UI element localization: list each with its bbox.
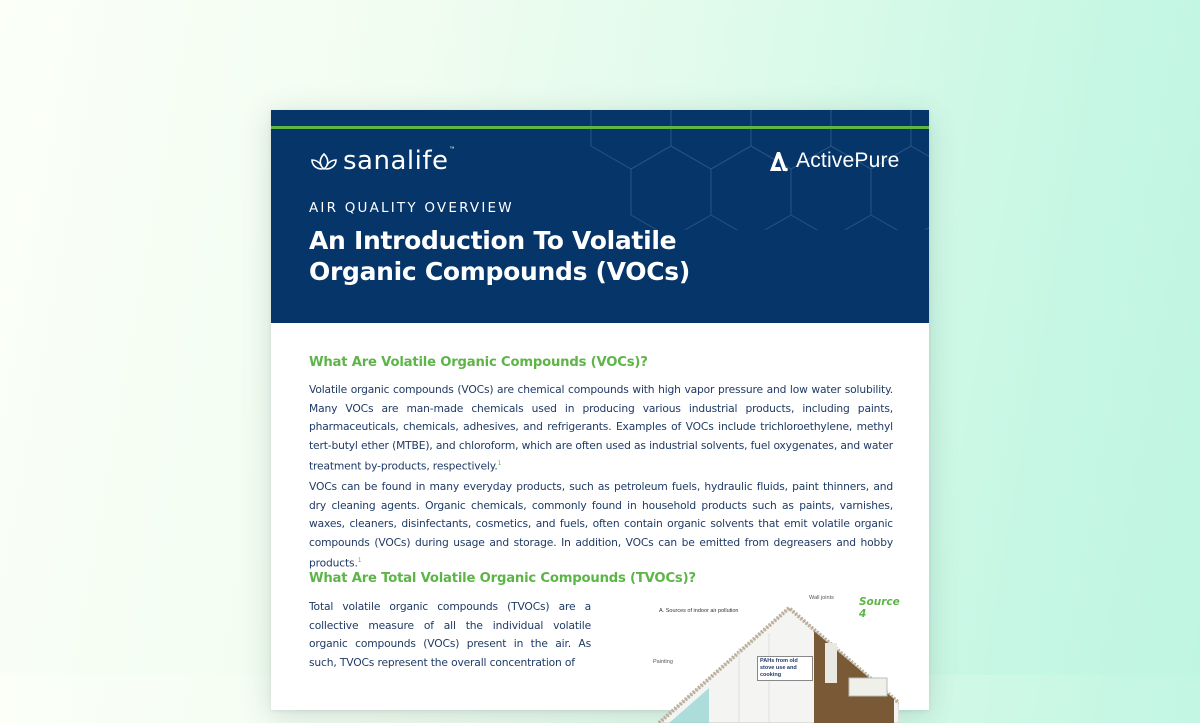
activepure-logo (766, 149, 900, 173)
callout-pahs: PAHs from old stove use and cooking (757, 656, 813, 681)
document-title (309, 225, 690, 287)
callout-wall-joints: Wall joints (809, 595, 834, 601)
document-kicker: AIR QUALITY OVERVIEW (309, 200, 514, 216)
paragraph-text: Total volatile organic compounds (TVOCs) are a collective measure of all the individual volatile organic compounds (VOCs) present in the air. As such, TVOCs represent the overall concentration of (309, 600, 591, 669)
document-header (271, 110, 929, 323)
lotus-icon (309, 150, 339, 172)
source-label: Source 4 (859, 596, 900, 620)
paragraph-text: VOCs can be found in many everyday products, such as petroleum fuels, hydraulic fluids, paint thinners, and dry cleaning agents. Organic chemicals, commonly found in household products such as paints, varnishes, waxes, cleaners, disinfectants, cosmetics, and fuels, often contain organic solvents that emit volatile organic compounds (VOCs) during usage and storage. In addition, VOCs can be emitted from degreasers and hobby products. (309, 480, 893, 570)
activepure-a-icon (766, 149, 790, 173)
section-heading-vocs: What Are Volatile Organic Compounds (VOCs)? (309, 355, 648, 370)
callout-painting: Painting (653, 659, 673, 665)
section-heading-tvocs: What Are Total Volatile Organic Compounds (TVOCs)? (309, 571, 696, 586)
trademark: ™ (449, 146, 455, 152)
title-line-2: Organic Compounds (VOCs) (309, 257, 690, 286)
indoor-pollution-figure (639, 593, 899, 723)
footnote-ref[interactable]: 1 (357, 557, 362, 564)
footnote-ref[interactable]: 1 (497, 460, 502, 467)
paragraph (309, 478, 893, 573)
figure-caption: A. Sources of indoor air pollution (659, 608, 739, 614)
document-page (271, 110, 929, 710)
paragraph (309, 598, 591, 672)
paragraph-text: Volatile organic compounds (VOCs) are chemical compounds with high vapor pressure and low water solubility. Many VOCs are man-made chemicals used in producing various industrial products, including paints, pharmaceuticals, chemicals, adhesives, and refrigerants. Examples of VOCs include trichloroethylene, methyl tert-butyl ether (MTBE), and chloroform, which are often used as industrial solvents, fuel oxygenates, and water treatment by-products, respectively. (309, 383, 893, 473)
green-divider (271, 126, 929, 129)
paragraph (309, 381, 893, 476)
sanalife-wordmark: sanalife (343, 146, 449, 176)
sanalife-logo (309, 146, 455, 176)
title-line-1: An Introduction To Volatile (309, 226, 677, 255)
activepure-wordmark: ActivePure (796, 149, 900, 172)
